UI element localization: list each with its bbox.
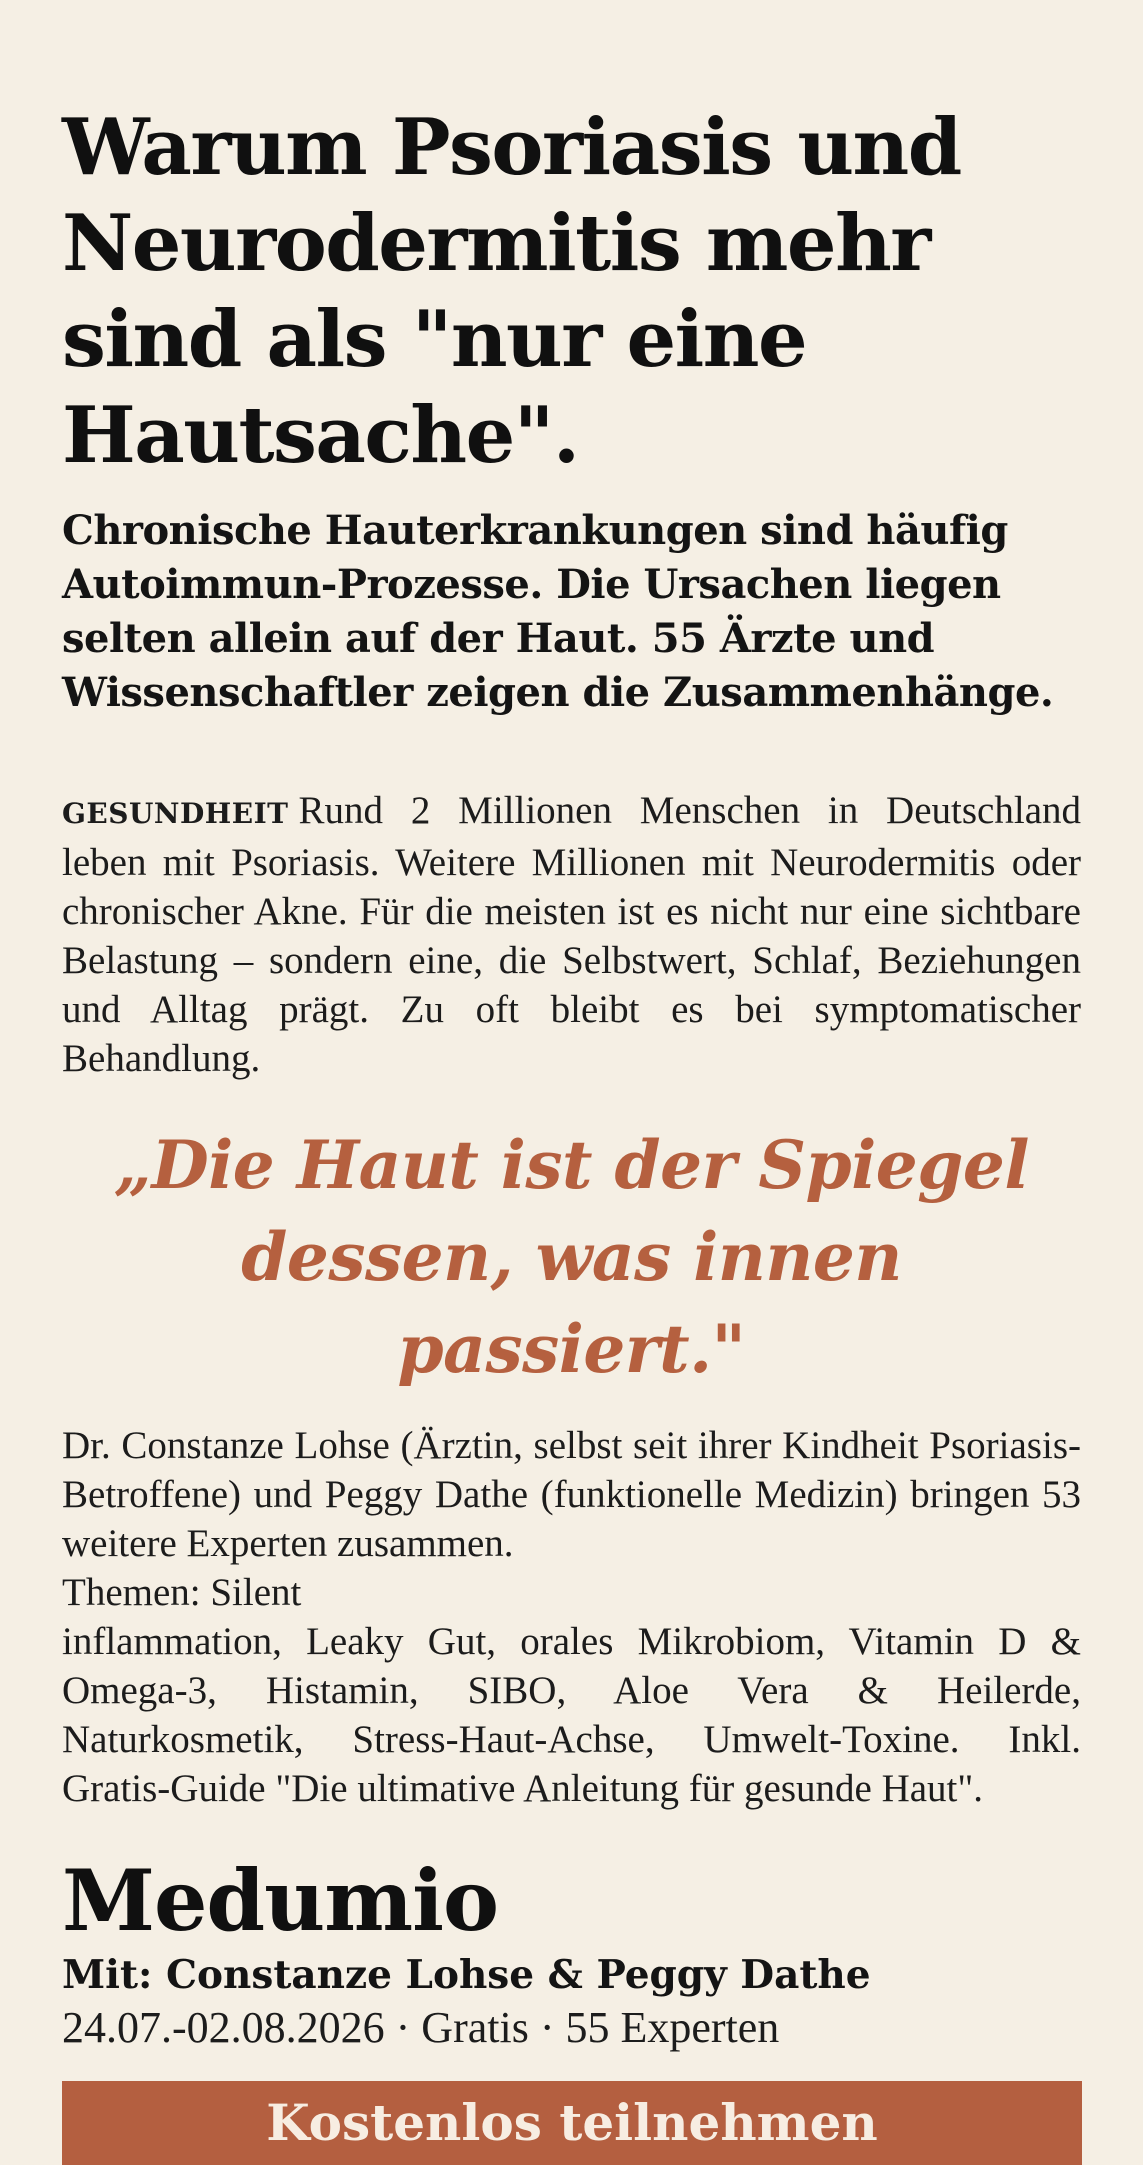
register-button[interactable]: Kostenlos teilnehmen xyxy=(62,2081,1082,2165)
body-text-experts: Dr. Constanze Lohse (Ärztin, selbst seit ihrer Kindheit Psoriasis-Betroffene) und Peggy Dathe (funktionelle Medizin) bringen 53 weitere Experten zusammen. xyxy=(62,1424,1081,1565)
lead-paragraph xyxy=(62,786,1081,1083)
subheadline: Chronische Hauterkrankungen sind häufig Autoimmun-Prozesse. Die Ursachen liegen selten allein auf der Haut. 55 Ärzte und Wissenschaftler zeigen die Zusammenhänge. xyxy=(62,507,1054,716)
pull-quote: „Die Haut ist der Spiegel dessen, was innen passiert." xyxy=(114,1126,1029,1388)
section-kicker: GESUNDHEIT xyxy=(62,797,289,830)
headline: Warum Psoriasis und Neurodermitis mehr sind als "nur eine Hautsache". xyxy=(62,102,961,481)
lead-text: Rund 2 Millionen Menschen in Deutschland leben mit Psoriasis. Weitere Millionen mit Neurodermitis oder chronischer Akne. Für die meisten ist es nicht nur eine sichtbare Belastung – sondern eine, die Selbstwert, Schlaf, Beziehungen und Alltag prägt. Zu oft bleibt es bei symptomatischer Behandlung. xyxy=(62,789,1081,1080)
body-text-topics: inflammation, Leaky Gut, orales Mikrobiom, Vitamin D & Omega-3, Histamin, SIBO, Aloe Vera & Heilerde, Naturkosmetik, Stress-Haut-Achse, Umwelt-Toxine. Inkl. Gratis-Guide "Die ultimative Anleitung für gesunde Haut". xyxy=(62,1620,1081,1810)
body-paragraph xyxy=(62,1421,1081,1813)
hosts-line: Mit: Constanze Lohse & Peggy Dathe xyxy=(62,1952,871,1998)
event-meta: 24.07.-02.08.2026 · Gratis · 55 Experten xyxy=(62,2003,780,2052)
brand-name: Medumio xyxy=(62,1851,499,1950)
body-text-topics-label: Themen: Silent xyxy=(62,1571,302,1614)
